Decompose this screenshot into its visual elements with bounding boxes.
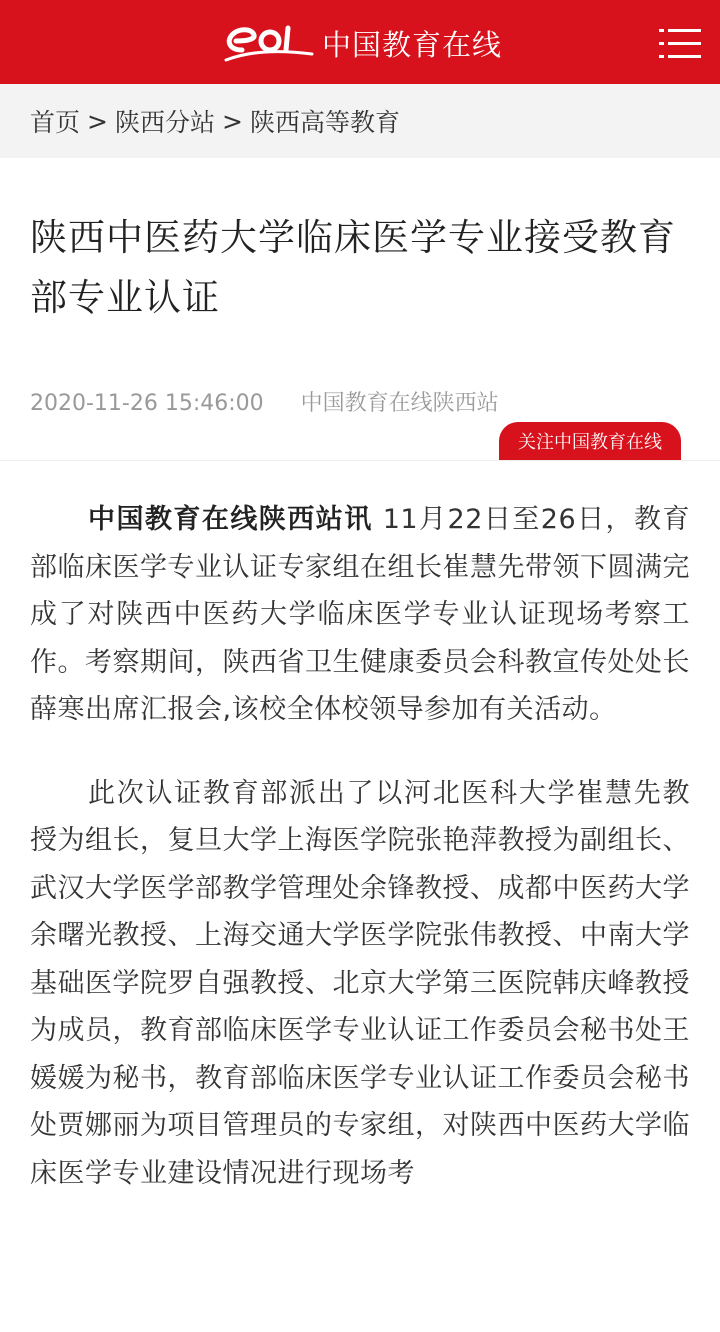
paragraph-text: 此次认证教育部派出了以河北医科大学崔慧先教授为组长，复旦大学上海医学院张艳萍教授为副组长、武汉大学医学部教学管理处余锋教授、成都中医药大学余曙光教授、上海交通大学医学院张伟教授、中南大学基础医学院罗自强教授、北京大学第三医院韩庆峰教授为成员，教育部临床医学专业认证工作委员会秘书处王媛媛为秘书，教育部临床医学专业认证工作委员会秘书处贾娜丽为项目管理员的专家组，对陕西中医药大学临床医学专业建设情况进行现场考 bbox=[30, 777, 690, 1189]
site-logo[interactable] bbox=[222, 20, 502, 66]
eol-logo-icon bbox=[222, 20, 314, 66]
breadcrumb bbox=[0, 84, 720, 158]
breadcrumb-separator: > bbox=[221, 106, 243, 136]
follow-button[interactable]: 关注中国教育在线 bbox=[499, 422, 681, 460]
publish-datetime: 2020-11-26 15:46:00 bbox=[30, 391, 264, 416]
article-meta bbox=[30, 386, 499, 417]
breadcrumb-home[interactable]: 首页 bbox=[30, 108, 81, 137]
divider bbox=[0, 460, 720, 461]
article-body bbox=[30, 496, 690, 1233]
breadcrumb-shaanxi-branch[interactable]: 陕西分站 bbox=[114, 108, 215, 137]
article-paragraph bbox=[30, 770, 690, 1198]
paragraph-lead: 中国教育在线陕西站讯 bbox=[88, 504, 373, 535]
breadcrumb-separator: > bbox=[87, 106, 108, 136]
paragraph-text: 11月22日至26日，教育部临床医学专业认证专家组在组长崔慧先带领下圆满完成了对陕西中医药大学临床医学专业认证现场考察工作。考察期间，陕西省卫生健康委员会科教宣传处处长薛寒出席汇报会,该校全体校领导参加有关活动。 bbox=[30, 504, 690, 725]
article-title: 陕西中医药大学临床医学专业接受教育部专业认证 bbox=[30, 216, 676, 319]
top-header bbox=[0, 0, 720, 84]
site-name: 中国教育在线 bbox=[322, 27, 503, 62]
article-source: 中国教育在线陕西站 bbox=[300, 391, 499, 416]
article-paragraph bbox=[30, 496, 690, 734]
hamburger-menu-icon[interactable] bbox=[659, 26, 701, 62]
breadcrumb-shaanxi-higher-education[interactable]: 陕西高等教育 bbox=[249, 108, 400, 137]
